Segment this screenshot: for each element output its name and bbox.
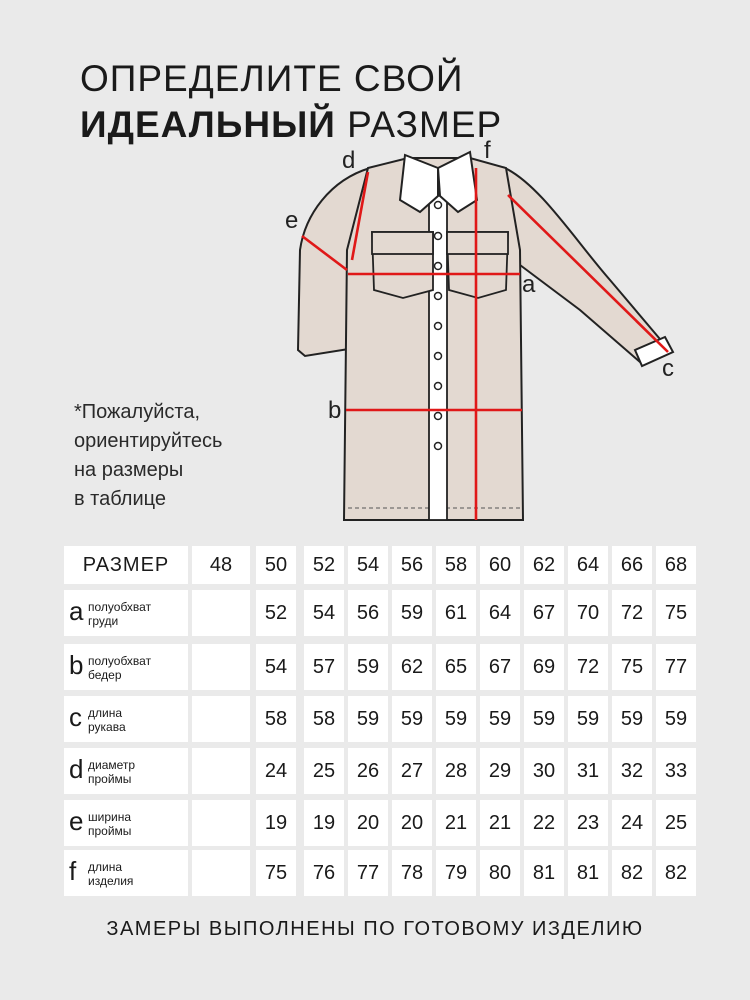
table-cell: 23 xyxy=(568,800,608,846)
table-cell: 56 xyxy=(348,590,388,636)
table-cell xyxy=(192,748,250,794)
row-letter: d xyxy=(69,754,84,784)
size-header-cell: 62 xyxy=(524,546,564,584)
label-e: e xyxy=(285,207,299,234)
table-cell: 32 xyxy=(612,748,652,794)
row-label-a xyxy=(64,590,188,636)
table-cell: 64 xyxy=(480,590,520,636)
row-letter: c xyxy=(69,702,82,732)
size-note xyxy=(74,398,222,514)
size-header-cell: 64 xyxy=(568,546,608,584)
table-cell xyxy=(192,590,250,636)
table-cell xyxy=(192,800,250,846)
table-cell: 19 xyxy=(304,800,344,846)
size-header-cell: 60 xyxy=(480,546,520,584)
size-header-cell: 54 xyxy=(348,546,388,584)
table-cell: 58 xyxy=(304,696,344,742)
table-cell: 75 xyxy=(612,644,652,690)
table-cell: 82 xyxy=(656,850,696,896)
table-cell: 24 xyxy=(256,748,296,794)
table-cell: 69 xyxy=(524,644,564,690)
table-cell: 28 xyxy=(436,748,476,794)
row-description-line: бедер xyxy=(88,668,122,682)
table-cell: 20 xyxy=(348,800,388,846)
left-pocket-flap xyxy=(372,232,433,254)
row-label-e xyxy=(64,800,188,846)
size-header-cell: 52 xyxy=(304,546,344,584)
row-description xyxy=(88,654,151,682)
row-description-line: длина xyxy=(88,706,123,720)
right-pocket-flap xyxy=(447,232,508,254)
row-description xyxy=(88,600,151,628)
table-cell: 59 xyxy=(524,696,564,742)
table-cell: 70 xyxy=(568,590,608,636)
row-description-line: проймы xyxy=(88,824,132,838)
table-cell: 21 xyxy=(436,800,476,846)
row-letter: f xyxy=(69,856,77,886)
row-description-line: груди xyxy=(88,614,119,628)
table-cell: 59 xyxy=(480,696,520,742)
table-cell: 72 xyxy=(568,644,608,690)
table-cell: 59 xyxy=(436,696,476,742)
table-cell: 59 xyxy=(392,696,432,742)
table-cell: 59 xyxy=(568,696,608,742)
table-cell: 81 xyxy=(524,850,564,896)
table-cell: 27 xyxy=(392,748,432,794)
size-header-cell: 68 xyxy=(656,546,696,584)
table-cell: 29 xyxy=(480,748,520,794)
table-cell: 54 xyxy=(304,590,344,636)
table-cell: 22 xyxy=(524,800,564,846)
table-cell xyxy=(192,850,250,896)
label-d: d xyxy=(342,147,356,174)
row-description-line: диаметр xyxy=(88,758,136,772)
table-cell: 59 xyxy=(348,644,388,690)
row-description-line: изделия xyxy=(88,874,134,888)
table-cell: 59 xyxy=(348,696,388,742)
row-label-b xyxy=(64,644,188,690)
row-description-line: рукава xyxy=(88,720,126,734)
row-letter: b xyxy=(69,650,84,680)
table-cell: 52 xyxy=(256,590,296,636)
table-cell: 33 xyxy=(656,748,696,794)
label-c: c xyxy=(662,355,674,382)
table-cell: 59 xyxy=(656,696,696,742)
table-cell: 58 xyxy=(256,696,296,742)
table-cell: 76 xyxy=(304,850,344,896)
note-line: ориентируйтесь xyxy=(74,430,223,452)
table-cell: 26 xyxy=(348,748,388,794)
table-cell: 19 xyxy=(256,800,296,846)
table-cell: 81 xyxy=(568,850,608,896)
row-description-line: полуобхват xyxy=(88,600,152,614)
row-letter: a xyxy=(69,596,84,626)
table-cell: 57 xyxy=(304,644,344,690)
table-cell: 25 xyxy=(656,800,696,846)
table-cell: 67 xyxy=(480,644,520,690)
size-header-cell: 56 xyxy=(392,546,432,584)
footer-note: ЗАМЕРЫ ВЫПОЛНЕНЫ ПО ГОТОВОМУ ИЗДЕЛИЮ xyxy=(106,918,644,940)
label-f: f xyxy=(484,140,491,164)
size-header-label: РАЗМЕР xyxy=(64,546,188,584)
row-description-line: ширина xyxy=(88,810,132,824)
row-description xyxy=(88,810,131,838)
table-cell: 61 xyxy=(436,590,476,636)
table-cell: 67 xyxy=(524,590,564,636)
row-label-f xyxy=(64,850,188,896)
table-cell: 25 xyxy=(304,748,344,794)
page-title xyxy=(80,56,502,148)
table-cell xyxy=(192,644,250,690)
table-cell: 20 xyxy=(392,800,432,846)
row-description-line: полуобхват xyxy=(88,654,152,668)
row-description xyxy=(88,860,133,888)
row-label-c xyxy=(64,696,188,742)
table-cell: 78 xyxy=(392,850,432,896)
row-description-line: длина xyxy=(88,860,123,874)
table-cell: 54 xyxy=(256,644,296,690)
title-bold-word: ИДЕАЛЬНЫЙ xyxy=(80,104,336,145)
table-cell: 21 xyxy=(480,800,520,846)
label-a: a xyxy=(522,271,536,298)
row-description-line: проймы xyxy=(88,772,132,786)
table-cell: 77 xyxy=(656,644,696,690)
table-cell: 72 xyxy=(612,590,652,636)
table-cell xyxy=(192,696,250,742)
row-description xyxy=(88,758,135,786)
note-line: на размеры xyxy=(74,459,184,481)
table-cell: 59 xyxy=(392,590,432,636)
table-cell: 65 xyxy=(436,644,476,690)
size-header-cell: 58 xyxy=(436,546,476,584)
label-b: b xyxy=(328,397,342,424)
title-line-1: ОПРЕДЕЛИТЕ СВОЙ xyxy=(80,58,464,99)
size-header-cell: 48 xyxy=(192,546,250,584)
table-cell: 80 xyxy=(480,850,520,896)
table-cell: 79 xyxy=(436,850,476,896)
table-cell: 75 xyxy=(256,850,296,896)
table-cell: 59 xyxy=(612,696,652,742)
shirt-dress-diagram xyxy=(280,140,700,540)
table-cell: 77 xyxy=(348,850,388,896)
table-cell: 75 xyxy=(656,590,696,636)
row-label-d xyxy=(64,748,188,794)
table-cell: 24 xyxy=(612,800,652,846)
note-line: *Пожалуйста, xyxy=(74,401,201,423)
table-cell: 31 xyxy=(568,748,608,794)
table-cell: 62 xyxy=(392,644,432,690)
size-header-cell: 50 xyxy=(256,546,296,584)
row-description xyxy=(88,706,126,734)
size-header-cell: 66 xyxy=(612,546,652,584)
table-cell: 82 xyxy=(612,850,652,896)
row-letter: e xyxy=(69,806,84,836)
table-cell: 30 xyxy=(524,748,564,794)
right-sleeve xyxy=(505,168,665,362)
title-rest: РАЗМЕР xyxy=(335,104,503,145)
note-line: в таблице xyxy=(74,488,166,510)
